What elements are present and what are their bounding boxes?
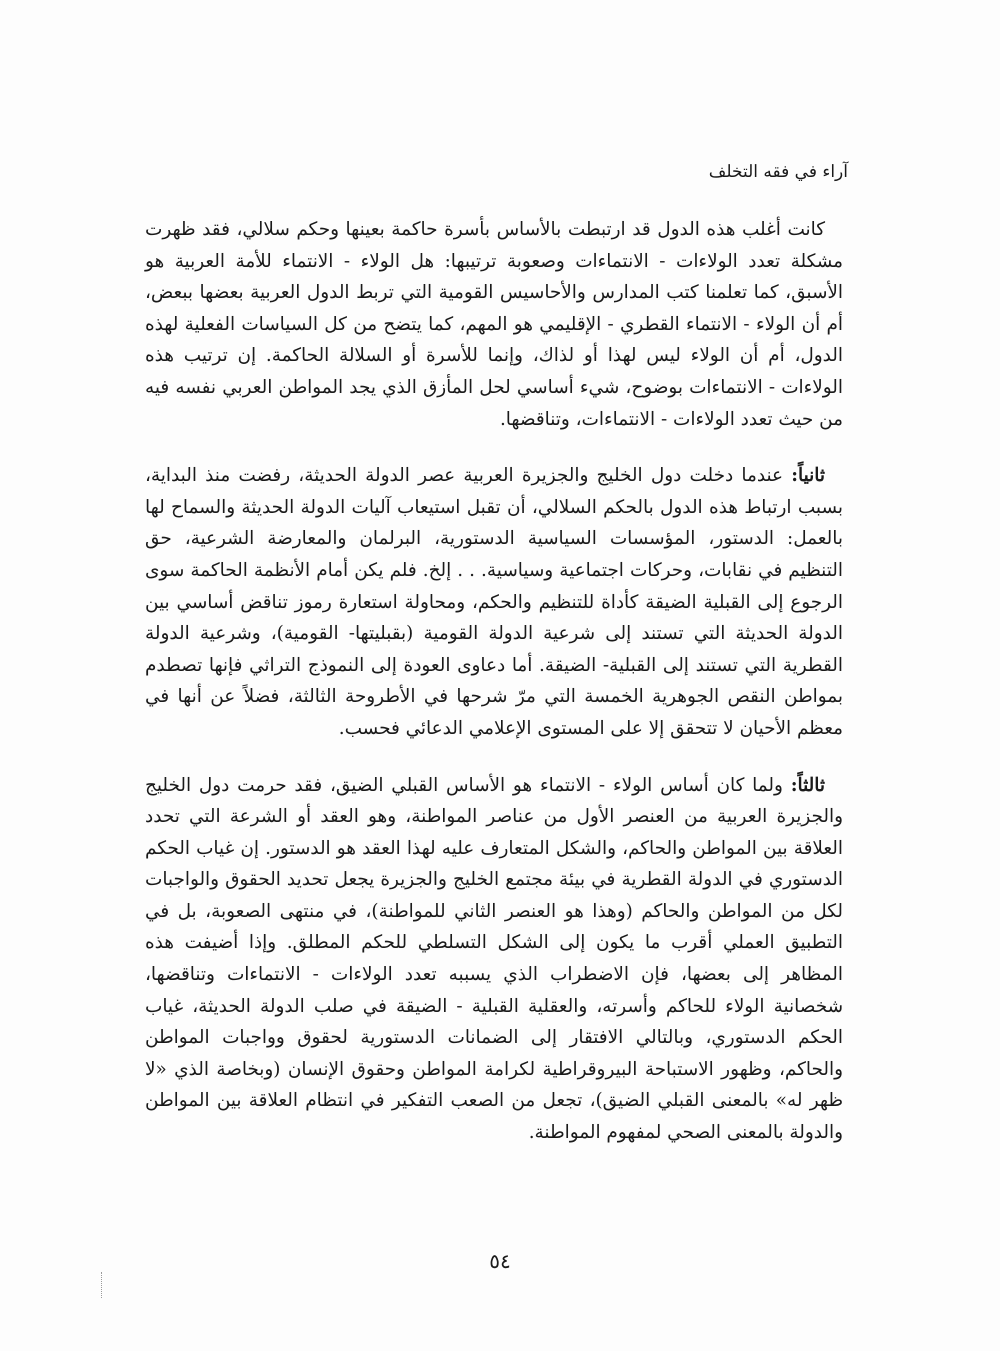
paragraph-2-text: عندما دخلت دول الخليج والجزيرة العربية عصر الدولة الحديثة، رفضت منذ البداية، بسبب ارتباط هذه الدول بالحكم السلالي، أن تقبل استيعاب آليات الدولة الحديثة والسماح لها بالعمل: الدستور، المؤسسات السياسية الدستورية، البرلمان والمعارضة الشرعية، حق التنظيم في نقابات، وحركات اجتماعية وسياسية. . . إلخ. فلم يكن أمام الأنظمة الحاكمة سوى الرجوع إلى القبلية الضيقة كأداة للتنظيم والحكم، ومحاولة استعارة رموز تناقض أساسي بين الدولة الحديثة التي تستند إلى شرعية الدولة القومية (بقبليتها- القومية)، وشرعية الدولة القطرية التي تستند إلى القبلية- الضيقة. أما دعاوى العودة إلى النموذج التراثي فإنها تصطدم بمواطن النقص الجوهرية الخمسة التي مرّ شرحها في الأطروحة الثالثة، فضلاً عن أنها في معظم الأحيان لا تتحقق إلا على المستوى الإعلامي الدعائي فحسب. bbox=[145, 465, 843, 739]
paragraph-2 bbox=[145, 460, 843, 744]
running-header: آراء في فقه التخلف bbox=[708, 162, 848, 182]
paragraph-3 bbox=[145, 770, 843, 1149]
paragraph-1-text: كانت أغلب هذه الدول قد ارتبطت بالأساس بأسرة حاكمة بعينها وحكم سلالي، فقد ظهرت مشكلة تعدد الولاءات - الانتماءات وصعوبة ترتيبها: هل الولاء - الانتماء للأمة العربية هو الأسبق، كما تعلمنا كتب المدارس والأحاسيس القومية التي تربط الدول العربية بعضها ببعض، أم أن الولاء - الانتماء القطري - الإقليمي هو المهم، كما يتضح من كل السياسات الفعلية لهذه الدول، أم أن الولاء ليس لهذا أو لذاك، وإنما للأسرة أو السلالة الحاكمة. إن ترتيب هذه الولاءات - الانتماءات بوضوح، شيء أساسي لحل المأزق الذي يجد المواطن العربي نفسه فيه من حيث تعدد الولاءات - الانتماءات، وتناقضها. bbox=[145, 219, 843, 430]
paragraph-1 bbox=[145, 214, 843, 435]
paragraph-3-text: ولما كان أساس الولاء - الانتماء هو الأساس القبلي الضيق، فقد حرمت دول الخليج والجزيرة العربية من العنصر الأول من عناصر المواطنة، وهو العقد أو الشرعة التي تحدد العلاقة بين المواطن والحاكم، والشكل المتعارف عليه لهذا العقد هو الدستور. إن غياب الحكم الدستوري في الدولة القطرية في بيئة مجتمع الخليج والجزيرة يجعل تحديد الحقوق والواجبات لكل من المواطن والحاكم (وهذا هو العنصر الثاني للمواطنة)، في منتهى الصعوبة، بل في التطبيق العملي أقرب ما يكون إلى الشكل التسلطي للحكم المطلق. وإذا أضيفت هذه المظاهر إلى بعضها، فإن الاضطراب الذي يسببه تعدد الولاءات - الانتماءات وتناقضها، شخصانية الولاء للحاكم وأسرته، والعقلية القبلية - الضيقة في صلب الدولة الحديثة، غياب الحكم الدستوري، وبالتالي الافتقار إلى الضمانات الدستورية لحقوق وواجبات المواطن والحاكم، وظهور الاستباحة البيروقراطية لكرامة المواطن وحقوق الإنسان (وبخاصة الذي «لا ظهر له» بالمعنى القبلي الضيق)، تجعل من الصعب التفكير في انتظام العلاقة بين المواطن والدولة بالمعنى الصحي لمفهوم المواطنة. bbox=[145, 774, 843, 1144]
paragraph-2-lead: ثانياً: bbox=[791, 465, 825, 487]
body-text bbox=[145, 214, 843, 1149]
page-number: ٥٤ bbox=[489, 1249, 511, 1273]
gutter-mark bbox=[101, 1272, 104, 1298]
paragraph-3-lead: ثالثاً: bbox=[790, 774, 825, 796]
